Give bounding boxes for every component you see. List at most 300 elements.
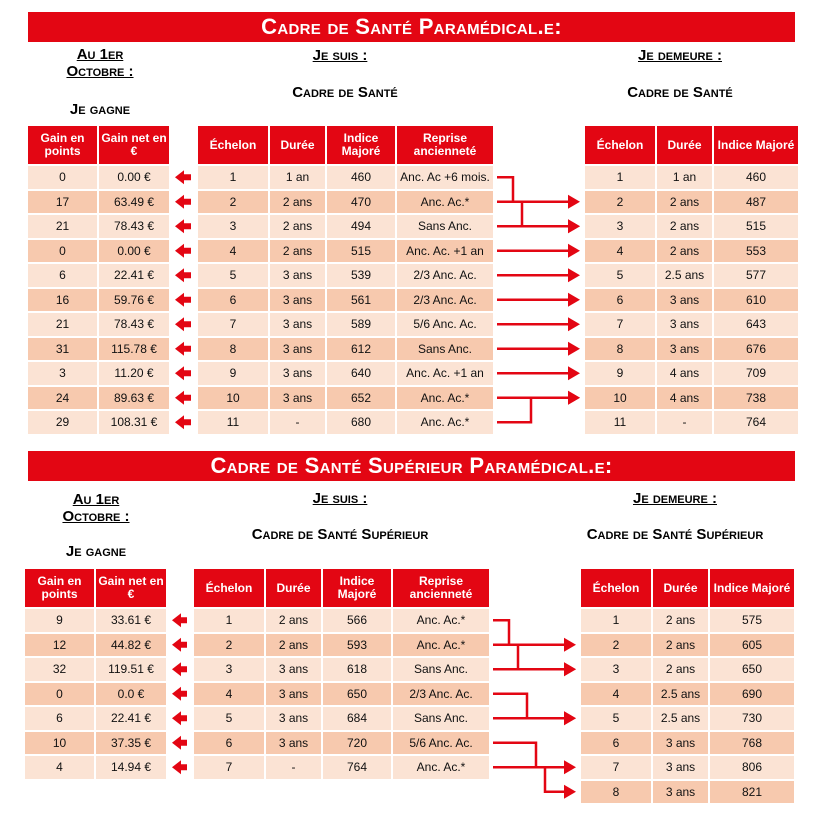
table-row xyxy=(28,362,169,385)
duree-cell: 2 ans xyxy=(657,191,712,214)
table-row xyxy=(198,289,493,312)
duree-cell: 3 ans xyxy=(266,732,321,755)
echelon-header: Échelon xyxy=(198,126,268,164)
table-row xyxy=(198,166,493,189)
right-arrow-head xyxy=(568,366,580,380)
duree-cell: 3 ans xyxy=(653,756,708,779)
left-arrow xyxy=(172,638,187,652)
indice-cell: 515 xyxy=(714,215,798,238)
echelon-cell: 1 xyxy=(585,166,655,189)
duree-cell: 3 ans xyxy=(270,289,325,312)
reprise-cell: 5/6 Anc. Ac. xyxy=(397,313,493,336)
duree-cell: 3 ans xyxy=(266,658,321,681)
reprise-cell: Anc. Ac +6 mois. xyxy=(397,166,493,189)
table-row xyxy=(198,411,493,434)
left-arrow xyxy=(172,736,187,750)
indice-cell: 612 xyxy=(327,338,395,361)
echelon-cell: 4 xyxy=(585,240,655,263)
indice-header: Indice Majoré xyxy=(714,126,798,164)
table-row xyxy=(194,634,489,657)
echelon-cell: 8 xyxy=(198,338,268,361)
table-row xyxy=(28,264,169,287)
gain-net-cell: 0.0 € xyxy=(96,683,166,706)
connector-line xyxy=(493,743,566,768)
table-row xyxy=(581,707,794,730)
table-row xyxy=(585,264,798,287)
gain-points-cell: 29 xyxy=(28,411,97,434)
table-row xyxy=(581,634,794,657)
section2-current-label: Je suis : xyxy=(312,490,368,507)
gain-net-cell: 33.61 € xyxy=(96,609,166,632)
gain-points-cell: 12 xyxy=(25,634,94,657)
left-arrow xyxy=(172,613,187,627)
duree-cell: 3 ans xyxy=(657,313,712,336)
gain-points-cell: 9 xyxy=(25,609,94,632)
echelon-cell: 5 xyxy=(585,264,655,287)
gain-net-cell: 22.41 € xyxy=(99,264,169,287)
duree-cell: 4 ans xyxy=(657,362,712,385)
left-arrow xyxy=(172,687,187,701)
indice-header: Indice Majoré xyxy=(323,569,391,607)
echelon-cell: 5 xyxy=(194,707,264,730)
table-row xyxy=(585,289,798,312)
section1-current-table xyxy=(196,124,495,436)
duree-cell: 2 ans xyxy=(653,634,708,657)
echelon-cell: 9 xyxy=(198,362,268,385)
table-row xyxy=(194,707,489,730)
gain-points-header: Gain en points xyxy=(28,126,97,164)
section1-date-line1: Au 1er xyxy=(76,46,124,63)
echelon-header: Échelon xyxy=(194,569,264,607)
indice-cell: 650 xyxy=(323,683,391,706)
right-arrow-head xyxy=(568,219,580,233)
table-row xyxy=(28,240,169,263)
table-row xyxy=(585,338,798,361)
table-row xyxy=(198,191,493,214)
section1-new-table xyxy=(583,124,800,436)
table-row xyxy=(25,732,166,755)
gain-points-header: Gain en points xyxy=(25,569,94,607)
echelon-cell: 2 xyxy=(194,634,264,657)
gain-net-cell: 0.00 € xyxy=(99,166,169,189)
gain-points-cell: 3 xyxy=(28,362,97,385)
table-row xyxy=(28,338,169,361)
table-row xyxy=(28,166,169,189)
table-row xyxy=(28,215,169,238)
right-arrow-head xyxy=(568,195,580,209)
indice-cell: 684 xyxy=(323,707,391,730)
duree-cell: 3 ans xyxy=(266,683,321,706)
duree-cell: 3 ans xyxy=(657,289,712,312)
reprise-cell: Anc. Ac.* xyxy=(393,634,489,657)
indice-cell: 589 xyxy=(327,313,395,336)
duree-cell: 2 ans xyxy=(653,609,708,632)
indice-header: Indice Majoré xyxy=(327,126,395,164)
gain-net-header: Gain net en € xyxy=(96,569,166,607)
duree-cell: 2.5 ans xyxy=(657,264,712,287)
section1-current-label: Je suis : xyxy=(312,47,368,64)
reprise-cell: Sans Anc. xyxy=(397,215,493,238)
duree-cell: 2 ans xyxy=(653,658,708,681)
duree-cell: 1 an xyxy=(270,166,325,189)
gain-points-cell: 16 xyxy=(28,289,97,312)
reprise-cell: Anc. Ac. +1 an xyxy=(397,240,493,263)
gain-net-cell: 14.94 € xyxy=(96,756,166,779)
connector-line xyxy=(497,398,570,423)
table-row xyxy=(585,313,798,336)
duree-cell: 2 ans xyxy=(270,240,325,263)
section2-new-grade: Cadre de Santé Supérieur xyxy=(586,526,764,543)
connector-line xyxy=(493,645,566,670)
section2-date-line2: Octobre : xyxy=(62,508,130,525)
gain-net-cell: 119.51 € xyxy=(96,658,166,681)
table-row xyxy=(194,683,489,706)
table-row xyxy=(25,634,166,657)
indice-cell: 494 xyxy=(327,215,395,238)
table-row xyxy=(28,191,169,214)
echelon-cell: 6 xyxy=(585,289,655,312)
reprise-cell: Sans Anc. xyxy=(397,338,493,361)
right-arrow-head xyxy=(568,244,580,258)
indice-cell: 764 xyxy=(714,411,798,434)
gain-points-cell: 0 xyxy=(28,166,97,189)
section2-new-label: Je demeure : xyxy=(632,490,717,507)
table-row xyxy=(25,683,166,706)
right-arrow-head xyxy=(568,342,580,356)
gain-net-cell: 89.63 € xyxy=(99,387,169,410)
reprise-cell: Anc. Ac. +1 an xyxy=(397,362,493,385)
echelon-cell: 6 xyxy=(198,289,268,312)
table-row xyxy=(585,191,798,214)
indice-cell: 553 xyxy=(714,240,798,263)
section1-date-label xyxy=(40,46,160,80)
indice-cell: 539 xyxy=(327,264,395,287)
table-row xyxy=(198,387,493,410)
section2-gain-table xyxy=(23,567,168,781)
duree-header: Durée xyxy=(653,569,708,607)
right-arrow-head xyxy=(568,268,580,282)
table-row xyxy=(198,264,493,287)
left-arrow xyxy=(175,391,191,405)
echelon-cell: 3 xyxy=(581,658,651,681)
duree-cell: 2 ans xyxy=(266,609,321,632)
reprise-cell: 5/6 Anc. Ac. xyxy=(393,732,489,755)
table-row xyxy=(581,756,794,779)
indice-cell: 640 xyxy=(327,362,395,385)
echelon-cell: 2 xyxy=(585,191,655,214)
reprise-cell: Sans Anc. xyxy=(393,707,489,730)
gain-points-cell: 21 xyxy=(28,313,97,336)
indice-cell: 460 xyxy=(714,166,798,189)
table-row xyxy=(25,658,166,681)
gain-points-cell: 24 xyxy=(28,387,97,410)
table-row xyxy=(585,240,798,263)
echelon-cell: 7 xyxy=(194,756,264,779)
reprise-cell: Anc. Ac.* xyxy=(397,387,493,410)
table-row xyxy=(581,732,794,755)
indice-cell: 730 xyxy=(710,707,794,730)
gain-net-cell: 78.43 € xyxy=(99,215,169,238)
indice-cell: 690 xyxy=(710,683,794,706)
left-arrow xyxy=(175,317,191,331)
indice-cell: 487 xyxy=(714,191,798,214)
section2-new-table xyxy=(579,567,796,805)
connector-line xyxy=(493,767,566,792)
section1-current-grade: Cadre de Santé xyxy=(292,84,398,101)
indice-cell: 676 xyxy=(714,338,798,361)
echelon-cell: 7 xyxy=(581,756,651,779)
reprise-cell: 2/3 Anc. Ac. xyxy=(397,289,493,312)
duree-cell: 2 ans xyxy=(657,240,712,263)
gain-net-cell: 115.78 € xyxy=(99,338,169,361)
indice-cell: 720 xyxy=(323,732,391,755)
duree-cell: 2 ans xyxy=(270,191,325,214)
table-row xyxy=(198,240,493,263)
section1-gain-table xyxy=(26,124,171,436)
gain-points-cell: 0 xyxy=(28,240,97,263)
section1-new-grade: Cadre de Santé xyxy=(627,84,733,101)
section2-date-line1: Au 1er xyxy=(72,491,120,508)
table-row xyxy=(585,411,798,434)
section1-date-line2: Octobre : xyxy=(66,63,134,80)
gain-points-cell: 6 xyxy=(28,264,97,287)
table-row xyxy=(585,362,798,385)
gain-net-cell: 63.49 € xyxy=(99,191,169,214)
gain-points-cell: 6 xyxy=(25,707,94,730)
indice-cell: 470 xyxy=(327,191,395,214)
gain-points-cell: 17 xyxy=(28,191,97,214)
echelon-cell: 3 xyxy=(585,215,655,238)
table-row xyxy=(194,658,489,681)
indice-cell: 593 xyxy=(323,634,391,657)
duree-cell: 4 ans xyxy=(657,387,712,410)
duree-cell: 3 ans xyxy=(270,387,325,410)
indice-cell: 610 xyxy=(714,289,798,312)
duree-cell: 2 ans xyxy=(657,215,712,238)
left-arrow xyxy=(175,293,191,307)
left-arrow xyxy=(175,366,191,380)
echelon-cell: 4 xyxy=(581,683,651,706)
indice-cell: 643 xyxy=(714,313,798,336)
table-row xyxy=(28,411,169,434)
indice-cell: 575 xyxy=(710,609,794,632)
indice-cell: 821 xyxy=(710,781,794,804)
gain-net-cell: 0.00 € xyxy=(99,240,169,263)
echelon-cell: 10 xyxy=(198,387,268,410)
indice-cell: 652 xyxy=(327,387,395,410)
table-row xyxy=(198,313,493,336)
table-row xyxy=(581,683,794,706)
indice-cell: 618 xyxy=(323,658,391,681)
duree-cell: - xyxy=(657,411,712,434)
right-arrow-head xyxy=(568,219,580,233)
table-row xyxy=(585,166,798,189)
gain-net-cell: 108.31 € xyxy=(99,411,169,434)
table-row xyxy=(581,658,794,681)
gain-net-cell: 37.35 € xyxy=(96,732,166,755)
echelon-cell: 2 xyxy=(581,634,651,657)
table-row xyxy=(28,387,169,410)
duree-cell: 3 ans xyxy=(270,264,325,287)
right-arrow-head xyxy=(564,662,576,676)
table-row xyxy=(581,781,794,804)
table-row xyxy=(585,215,798,238)
echelon-cell: 5 xyxy=(581,707,651,730)
right-arrow-head xyxy=(564,638,576,652)
left-arrow xyxy=(175,244,191,258)
connector-line xyxy=(493,620,566,645)
gain-net-header: Gain net en € xyxy=(99,126,169,164)
duree-cell: - xyxy=(270,411,325,434)
echelon-cell: 7 xyxy=(585,313,655,336)
section2-gain-label: Je gagne xyxy=(65,543,127,560)
duree-cell: 2 ans xyxy=(270,215,325,238)
indice-cell: 806 xyxy=(710,756,794,779)
echelon-cell: 5 xyxy=(198,264,268,287)
indice-cell: 768 xyxy=(710,732,794,755)
duree-cell: 3 ans xyxy=(657,338,712,361)
echelon-cell: 11 xyxy=(585,411,655,434)
gain-net-cell: 22.41 € xyxy=(96,707,166,730)
echelon-cell: 4 xyxy=(194,683,264,706)
indice-cell: 566 xyxy=(323,609,391,632)
reprise-cell: Anc. Ac.* xyxy=(393,756,489,779)
section2-current-grade: Cadre de Santé Supérieur xyxy=(251,526,429,543)
left-arrow xyxy=(172,760,187,774)
echelon-cell: 11 xyxy=(198,411,268,434)
reprise-cell: Anc. Ac.* xyxy=(393,609,489,632)
duree-header: Durée xyxy=(270,126,325,164)
gain-points-cell: 32 xyxy=(25,658,94,681)
duree-cell: 2 ans xyxy=(266,634,321,657)
connector-line xyxy=(497,177,570,202)
reprise-cell: Sans Anc. xyxy=(393,658,489,681)
duree-cell: 3 ans xyxy=(653,781,708,804)
echelon-cell: 1 xyxy=(194,609,264,632)
reprise-cell: 2/3 Anc. Ac. xyxy=(397,264,493,287)
duree-header: Durée xyxy=(657,126,712,164)
indice-cell: 561 xyxy=(327,289,395,312)
section2-title: Cadre de Santé Supérieur Paramédical.e: xyxy=(28,451,795,481)
right-arrow-head xyxy=(568,391,580,405)
table-row xyxy=(25,756,166,779)
duree-cell: 3 ans xyxy=(270,362,325,385)
gain-net-cell: 78.43 € xyxy=(99,313,169,336)
table-row xyxy=(28,289,169,312)
echelon-cell: 10 xyxy=(585,387,655,410)
echelon-cell: 6 xyxy=(194,732,264,755)
gain-net-cell: 59.76 € xyxy=(99,289,169,312)
table-row xyxy=(25,609,166,632)
right-arrow-head xyxy=(568,317,580,331)
duree-cell: 3 ans xyxy=(266,707,321,730)
table-row xyxy=(198,362,493,385)
left-arrow xyxy=(175,415,191,429)
table-row xyxy=(198,215,493,238)
connector-line xyxy=(497,202,570,227)
indice-cell: 515 xyxy=(327,240,395,263)
section2-current-table xyxy=(192,567,491,781)
indice-cell: 460 xyxy=(327,166,395,189)
duree-cell: 1 an xyxy=(657,166,712,189)
connector-line xyxy=(493,694,566,719)
table-row xyxy=(194,609,489,632)
right-arrow-head xyxy=(564,711,576,725)
duree-cell: 2.5 ans xyxy=(653,707,708,730)
echelon-cell: 8 xyxy=(581,781,651,804)
right-arrow-head xyxy=(564,711,576,725)
section1-title: Cadre de Santé Paramédical.e: xyxy=(28,12,795,42)
right-arrow-head xyxy=(568,293,580,307)
table-row xyxy=(581,609,794,632)
duree-cell: 3 ans xyxy=(270,338,325,361)
section1-new-label: Je demeure : xyxy=(637,47,722,64)
reprise-header: Reprise ancienneté xyxy=(397,126,493,164)
gain-points-cell: 0 xyxy=(25,683,94,706)
right-arrow-head xyxy=(568,391,580,405)
echelon-cell: 8 xyxy=(585,338,655,361)
left-arrow xyxy=(175,219,191,233)
indice-cell: 577 xyxy=(714,264,798,287)
table-row xyxy=(28,313,169,336)
gain-points-cell: 31 xyxy=(28,338,97,361)
gain-net-cell: 44.82 € xyxy=(96,634,166,657)
echelon-cell: 1 xyxy=(198,166,268,189)
left-arrow xyxy=(175,195,191,209)
gain-points-cell: 21 xyxy=(28,215,97,238)
duree-header: Durée xyxy=(266,569,321,607)
indice-cell: 709 xyxy=(714,362,798,385)
indice-cell: 738 xyxy=(714,387,798,410)
echelon-cell: 6 xyxy=(581,732,651,755)
right-arrow-head xyxy=(564,760,576,774)
left-arrow xyxy=(172,711,187,725)
table-row xyxy=(194,732,489,755)
echelon-header: Échelon xyxy=(581,569,651,607)
reprise-header: Reprise ancienneté xyxy=(393,569,489,607)
reprise-cell: 2/3 Anc. Ac. xyxy=(393,683,489,706)
indice-cell: 680 xyxy=(327,411,395,434)
duree-cell: 3 ans xyxy=(270,313,325,336)
gain-points-cell: 4 xyxy=(25,756,94,779)
section2-date-label xyxy=(36,491,156,525)
echelon-cell: 1 xyxy=(581,609,651,632)
echelon-cell: 9 xyxy=(585,362,655,385)
indice-cell: 650 xyxy=(710,658,794,681)
duree-cell: - xyxy=(266,756,321,779)
table-row xyxy=(585,387,798,410)
duree-cell: 2.5 ans xyxy=(653,683,708,706)
table-row xyxy=(194,756,489,779)
gain-points-cell: 10 xyxy=(25,732,94,755)
right-arrow-head xyxy=(564,785,576,799)
table-row xyxy=(25,707,166,730)
left-arrow xyxy=(175,342,191,356)
left-arrow xyxy=(175,268,191,282)
echelon-cell: 4 xyxy=(198,240,268,263)
echelon-cell: 2 xyxy=(198,191,268,214)
indice-cell: 605 xyxy=(710,634,794,657)
echelon-cell: 3 xyxy=(198,215,268,238)
echelon-header: Échelon xyxy=(585,126,655,164)
table-row xyxy=(198,338,493,361)
reprise-cell: Anc. Ac.* xyxy=(397,411,493,434)
left-arrow xyxy=(172,662,187,676)
section1-gain-label: Je gagne xyxy=(69,101,131,118)
reprise-cell: Anc. Ac.* xyxy=(397,191,493,214)
gain-net-cell: 11.20 € xyxy=(99,362,169,385)
echelon-cell: 7 xyxy=(198,313,268,336)
